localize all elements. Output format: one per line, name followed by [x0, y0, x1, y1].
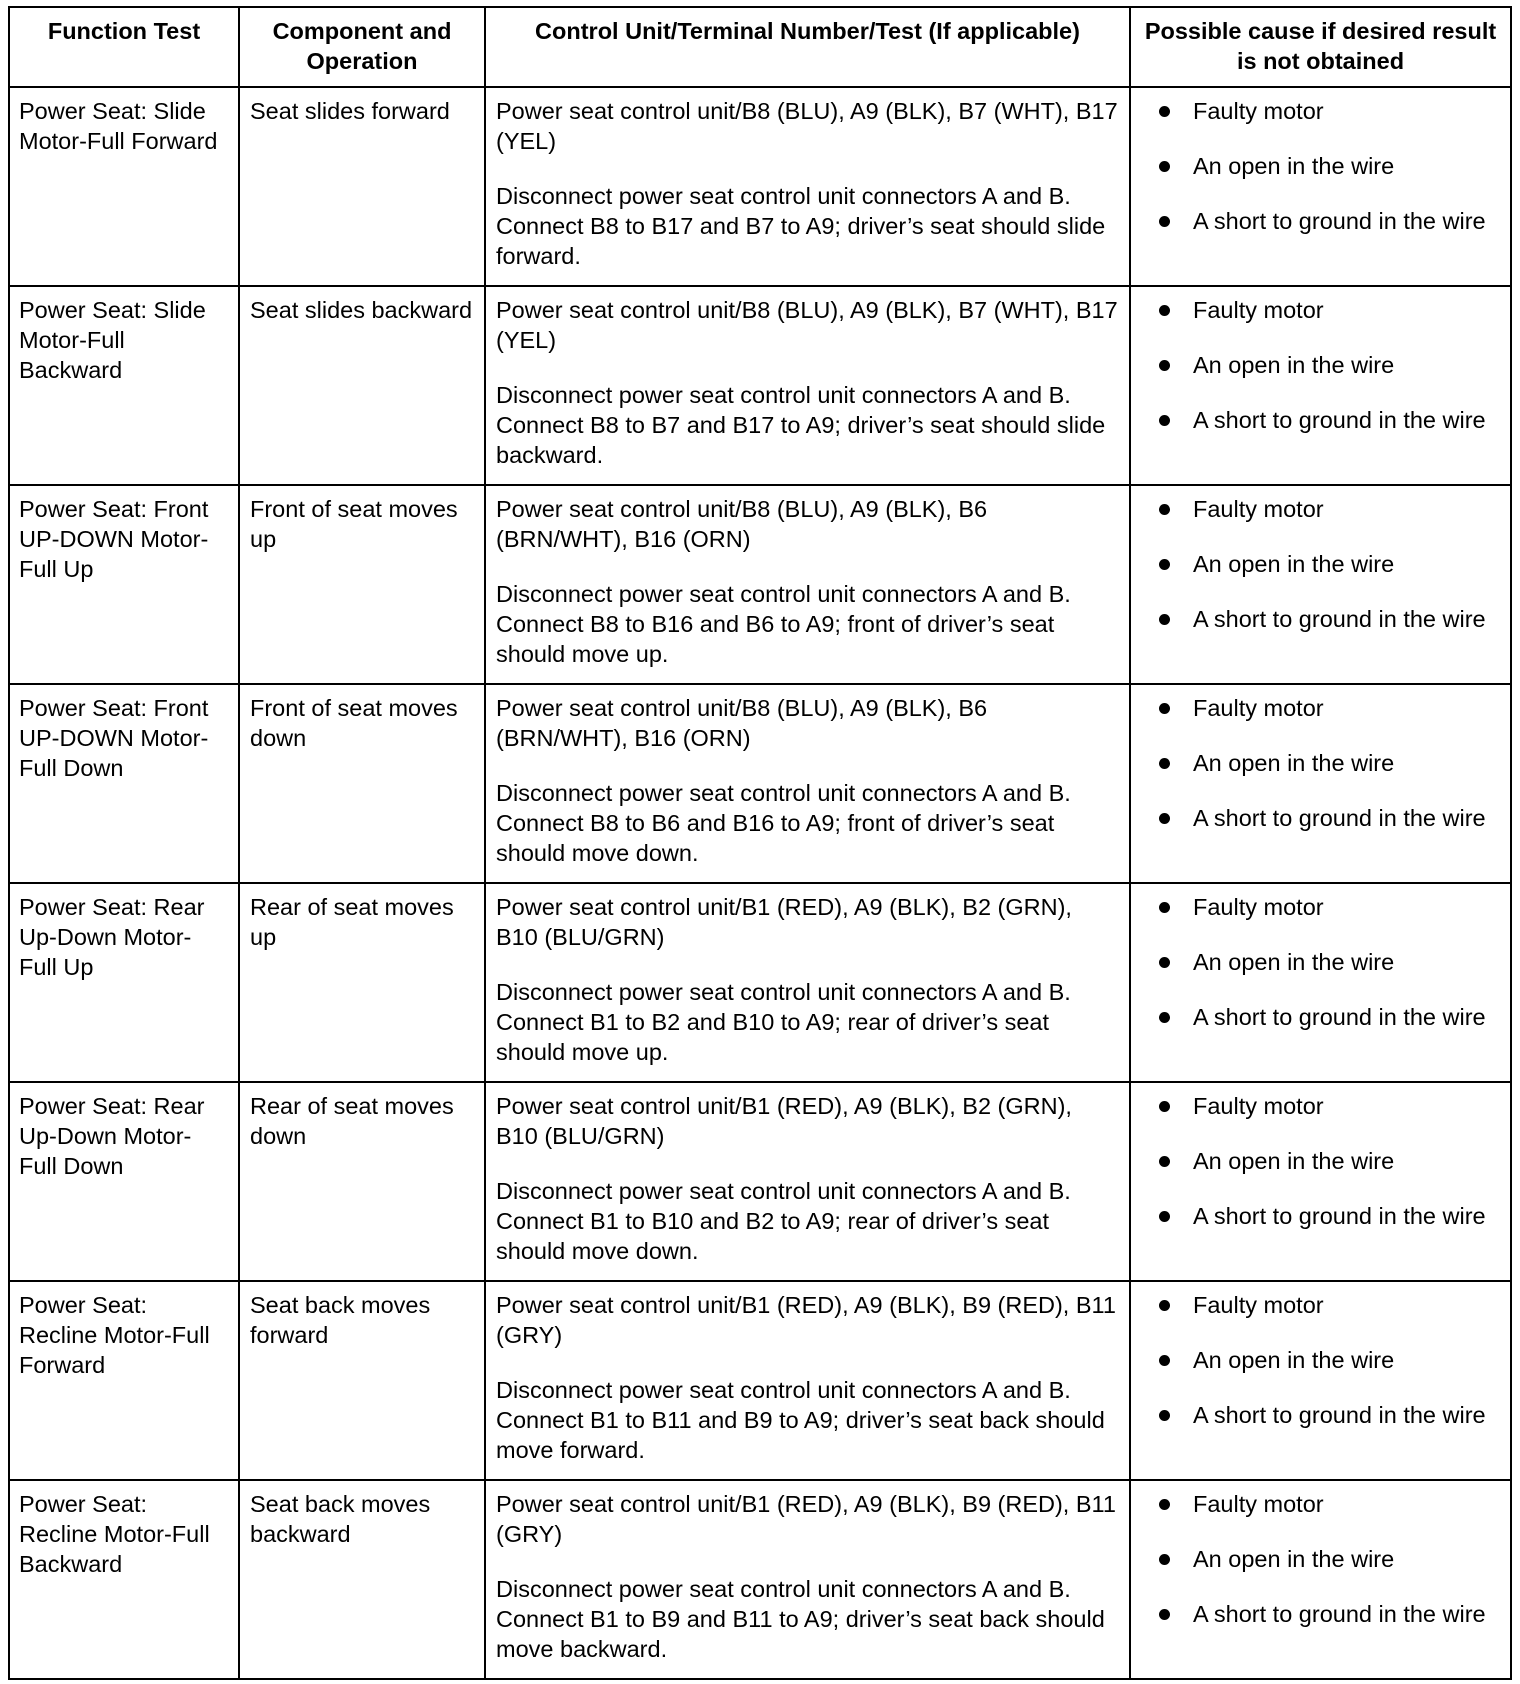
possible-cause-cell: [1130, 1281, 1511, 1480]
function-test-cell: Power Seat: Front UP-DOWN Motor-Full Down: [9, 684, 239, 883]
component-cell: Seat back moves backward: [239, 1480, 485, 1679]
table-body: [9, 87, 1511, 1679]
control-unit-cell: [485, 1082, 1130, 1281]
cause-list: [1141, 693, 1500, 833]
terminal-list: Power seat control unit/B1 (RED), A9 (BLK), B2 (GRN), B10 (BLU/GRN): [496, 894, 1072, 950]
cause-item: A short to ground in the wire: [1141, 1002, 1500, 1032]
table-row: [9, 684, 1511, 883]
cause-list: [1141, 892, 1500, 1032]
table-row: [9, 87, 1511, 286]
test-procedure: Disconnect power seat control unit connectors A and B. Connect B1 to B11 and B9 to A9; driver’s seat back should move forward.: [496, 1377, 1105, 1463]
cause-list: [1141, 1091, 1500, 1231]
test-procedure: Disconnect power seat control unit connectors A and B. Connect B8 to B17 and B7 to A9; driver’s seat should slide forward.: [496, 183, 1106, 269]
terminal-list: Power seat control unit/B1 (RED), A9 (BLK), B9 (RED), B11 (GRY): [496, 1491, 1116, 1547]
cause-item: Faulty motor: [1141, 96, 1500, 126]
cause-item: Faulty motor: [1141, 1489, 1500, 1519]
cause-item: An open in the wire: [1141, 748, 1500, 778]
cause-item: A short to ground in the wire: [1141, 405, 1500, 435]
control-unit-cell: [485, 485, 1130, 684]
cause-item: An open in the wire: [1141, 350, 1500, 380]
table-row: [9, 1480, 1511, 1679]
component-cell: Front of seat moves down: [239, 684, 485, 883]
cause-item: An open in the wire: [1141, 1146, 1500, 1176]
test-procedure: Disconnect power seat control unit connectors A and B. Connect B1 to B9 and B11 to A9; driver’s seat back should move backward.: [496, 1576, 1105, 1662]
function-test-table: [8, 6, 1512, 1680]
cause-item: A short to ground in the wire: [1141, 1400, 1500, 1430]
possible-cause-cell: [1130, 1480, 1511, 1679]
cause-item: Faulty motor: [1141, 1091, 1500, 1121]
component-cell: Rear of seat moves up: [239, 883, 485, 1082]
terminal-list: Power seat control unit/B1 (RED), A9 (BLK), B9 (RED), B11 (GRY): [496, 1292, 1116, 1348]
cause-item: An open in the wire: [1141, 1345, 1500, 1375]
test-procedure: Disconnect power seat control unit connectors A and B. Connect B8 to B6 and B16 to A9; front of driver’s seat should move down.: [496, 780, 1071, 866]
function-test-cell: Power Seat: Recline Motor-Full Backward: [9, 1480, 239, 1679]
header-function-test: Function Test: [9, 7, 239, 87]
possible-cause-cell: [1130, 1082, 1511, 1281]
terminal-list: Power seat control unit/B8 (BLU), A9 (BLK), B7 (WHT), B17 (YEL): [496, 297, 1118, 353]
component-cell: Rear of seat moves down: [239, 1082, 485, 1281]
cause-item: A short to ground in the wire: [1141, 1599, 1500, 1629]
control-unit-cell: [485, 883, 1130, 1082]
function-test-cell: Power Seat: Rear Up-Down Motor-Full Down: [9, 1082, 239, 1281]
terminal-list: Power seat control unit/B8 (BLU), A9 (BLK), B6 (BRN/WHT), B16 (ORN): [496, 496, 988, 552]
table-row: [9, 1082, 1511, 1281]
table-row: [9, 485, 1511, 684]
function-test-cell: Power Seat: Recline Motor-Full Forward: [9, 1281, 239, 1480]
table-row: [9, 1281, 1511, 1480]
cause-item: An open in the wire: [1141, 549, 1500, 579]
header-row: [9, 7, 1511, 87]
header-component: Component and Operation: [239, 7, 485, 87]
terminal-list: Power seat control unit/B8 (BLU), A9 (BLK), B7 (WHT), B17 (YEL): [496, 98, 1118, 154]
possible-cause-cell: [1130, 87, 1511, 286]
possible-cause-cell: [1130, 485, 1511, 684]
cause-item: A short to ground in the wire: [1141, 604, 1500, 634]
header-possible-cause: Possible cause if desired result is not obtained: [1130, 7, 1511, 87]
cause-item: An open in the wire: [1141, 1544, 1500, 1574]
terminal-list: Power seat control unit/B8 (BLU), A9 (BLK), B6 (BRN/WHT), B16 (ORN): [496, 695, 988, 751]
header-control-unit: Control Unit/Terminal Number/Test (If applicable): [485, 7, 1130, 87]
component-cell: Front of seat moves up: [239, 485, 485, 684]
cause-item: Faulty motor: [1141, 892, 1500, 922]
cause-item: Faulty motor: [1141, 693, 1500, 723]
cause-list: [1141, 494, 1500, 634]
control-unit-cell: [485, 1281, 1130, 1480]
control-unit-cell: [485, 684, 1130, 883]
function-test-cell: Power Seat: Slide Motor-Full Forward: [9, 87, 239, 286]
cause-item: An open in the wire: [1141, 947, 1500, 977]
function-test-cell: Power Seat: Slide Motor-Full Backward: [9, 286, 239, 485]
test-procedure: Disconnect power seat control unit connectors A and B. Connect B8 to B7 and B17 to A9; driver’s seat should slide backward.: [496, 382, 1106, 468]
possible-cause-cell: [1130, 883, 1511, 1082]
function-test-cell: Power Seat: Front UP-DOWN Motor-Full Up: [9, 485, 239, 684]
function-test-cell: Power Seat: Rear Up-Down Motor-Full Up: [9, 883, 239, 1082]
cause-list: [1141, 96, 1500, 236]
cause-item: An open in the wire: [1141, 151, 1500, 181]
cause-item: A short to ground in the wire: [1141, 1201, 1500, 1231]
component-cell: Seat back moves forward: [239, 1281, 485, 1480]
cause-item: Faulty motor: [1141, 494, 1500, 524]
cause-item: A short to ground in the wire: [1141, 803, 1500, 833]
terminal-list: Power seat control unit/B1 (RED), A9 (BLK), B2 (GRN), B10 (BLU/GRN): [496, 1093, 1072, 1149]
control-unit-cell: [485, 87, 1130, 286]
cause-list: [1141, 1290, 1500, 1430]
possible-cause-cell: [1130, 286, 1511, 485]
cause-list: [1141, 295, 1500, 435]
cause-item: A short to ground in the wire: [1141, 206, 1500, 236]
table-row: [9, 883, 1511, 1082]
control-unit-cell: [485, 286, 1130, 485]
table-row: [9, 286, 1511, 485]
control-unit-cell: [485, 1480, 1130, 1679]
cause-list: [1141, 1489, 1500, 1629]
test-procedure: Disconnect power seat control unit connectors A and B. Connect B8 to B16 and B6 to A9; front of driver’s seat should move up.: [496, 581, 1071, 667]
component-cell: Seat slides backward: [239, 286, 485, 485]
possible-cause-cell: [1130, 684, 1511, 883]
cause-item: Faulty motor: [1141, 1290, 1500, 1320]
cause-item: Faulty motor: [1141, 295, 1500, 325]
test-procedure: Disconnect power seat control unit connectors A and B. Connect B1 to B10 and B2 to A9; rear of driver’s seat should move down.: [496, 1178, 1071, 1264]
component-cell: Seat slides forward: [239, 87, 485, 286]
test-procedure: Disconnect power seat control unit connectors A and B. Connect B1 to B2 and B10 to A9; rear of driver’s seat should move up.: [496, 979, 1071, 1065]
